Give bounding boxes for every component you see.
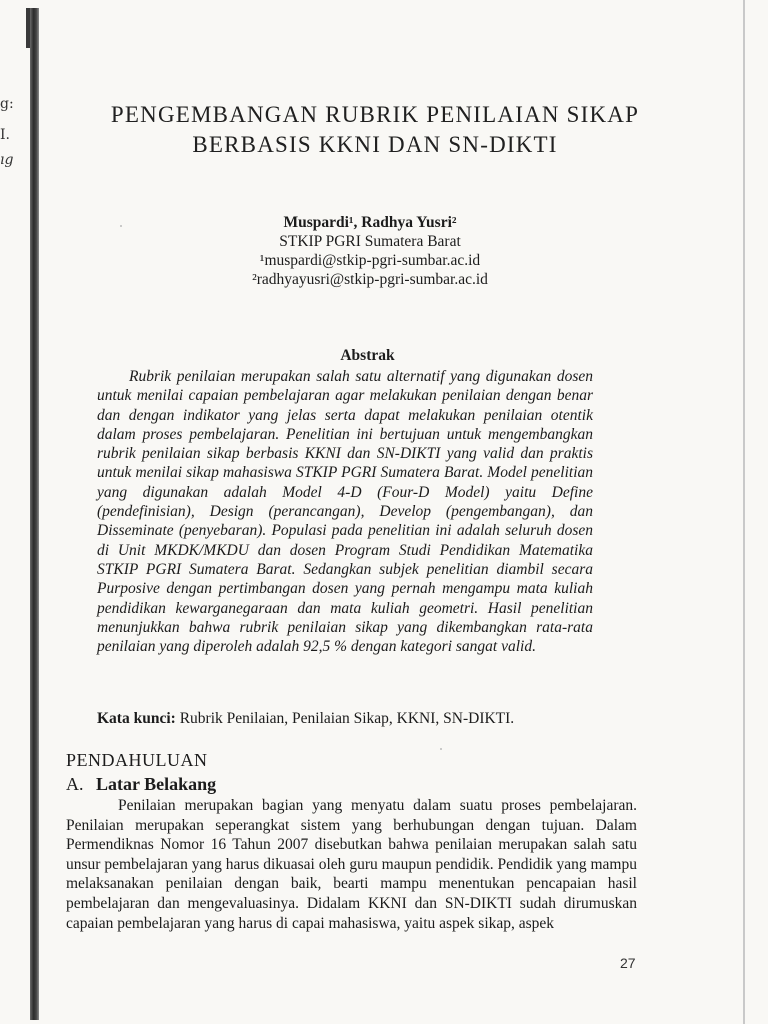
title-line-2: BERBASIS KKNI DAN SN-DIKTI [192,132,558,157]
scan-speck [120,225,122,227]
subsection-heading [66,774,216,795]
margin-fragment: g: [0,96,14,112]
keywords-line [97,710,657,728]
scan-binding-shadow [30,8,39,1020]
margin-fragment: I. [0,127,10,143]
subsection-title: Latar Belakang [96,774,217,794]
body-paragraph: Penilaian merupakan bagian yang menyatu dalam suatu proses pembelajaran. Penilaian merupakan seperangkat sistem yang berhubungan dengan tujuan. Dalam Permendiknas Nomor 16 Tahun 2007 disebutkan bahwa penilaian merupakan salah satu unsur pembelajaran yang harus dikuasai oleh guru maupun pendidik. Pendidik yang mampu melaksanakan penilaian dengan baik, bearti mampu menentukan pencapaian hasil pembelajaran dan mengevaluasinya. Didalam KKNI dan SN-DIKTI sudah dirumuskan capaian pembelajaran yang harus di capai mahasiswa, yaitu aspek sikap, aspek [66,797,637,932]
keywords-text: Rubrik Penilaian, Penilaian Sikap, KKNI, SN-DIKTI. [175,710,515,727]
page-number: 27 [620,955,636,971]
author-block [160,213,580,289]
title-line-1: PENGEMBANGAN RUBRIK PENILAIAN SIKAP [110,102,640,127]
subsection-number: A. [66,774,84,794]
section-heading: PENDAHULUAN [66,750,208,770]
author-email-2: ²radhyayusri@stkip-pgri-sumbar.ac.id [252,271,488,288]
margin-fragment: ıg [0,152,14,168]
author-email-1: ¹muspardi@stkip-pgri-sumbar.ac.id [259,252,481,269]
paper-title [60,100,690,160]
abstract-heading: Abstrak [340,347,395,364]
abstract-text: Rubrik penilaian merupakan salah satu alternatif yang digunakan dosen untuk menilai capaian pembelajaran agar melakukan penilaian dengan benar dan dengan indikator yang jelas serta dapat melakukan penilaian otentik dalam proses pembelajaran. Penelitian ini bertujuan untuk mengembangkan rubrik penilaian sikap berbasis KKNI dan SN-DIKTI yang valid dan praktis untuk menilai sikap mahasiswa STKIP PGRI Sumatera Barat. Model penelitian yang digunakan adalah Model 4-D (Four-D Model) yaitu Define (pendefinisian), Design (perancangan), Develop (pengembangan), dan Disseminate (penyebaran). Populasi pada penelitian ini adalah seluruh dosen di Unit MKDK/MKDU dan dosen Program Studi Pendidikan Matematika STKIP PGRI Sumatera Barat. Sedangkan subjek penelitian diambil secara Purposive dengan pertimbangan dosen yang pernah mengampu mata kuliah pendidikan kewarganegaraan dan mata kuliah geometri. Hasil penelitian menunjukkan bahwa rubrik penilaian sikap yang dikembangkan rata-rata penilaian yang diperoleh adalah 92,5 % dengan kategori sangat valid. [97,368,593,656]
scan-speck [440,748,442,750]
author-names: Muspardi¹, Radhya Yusri² [283,214,457,231]
page-edge-shadow [743,0,745,1024]
affiliation: STKIP PGRI Sumatera Barat [279,233,461,250]
keywords-label: Kata kunci: [97,710,176,727]
